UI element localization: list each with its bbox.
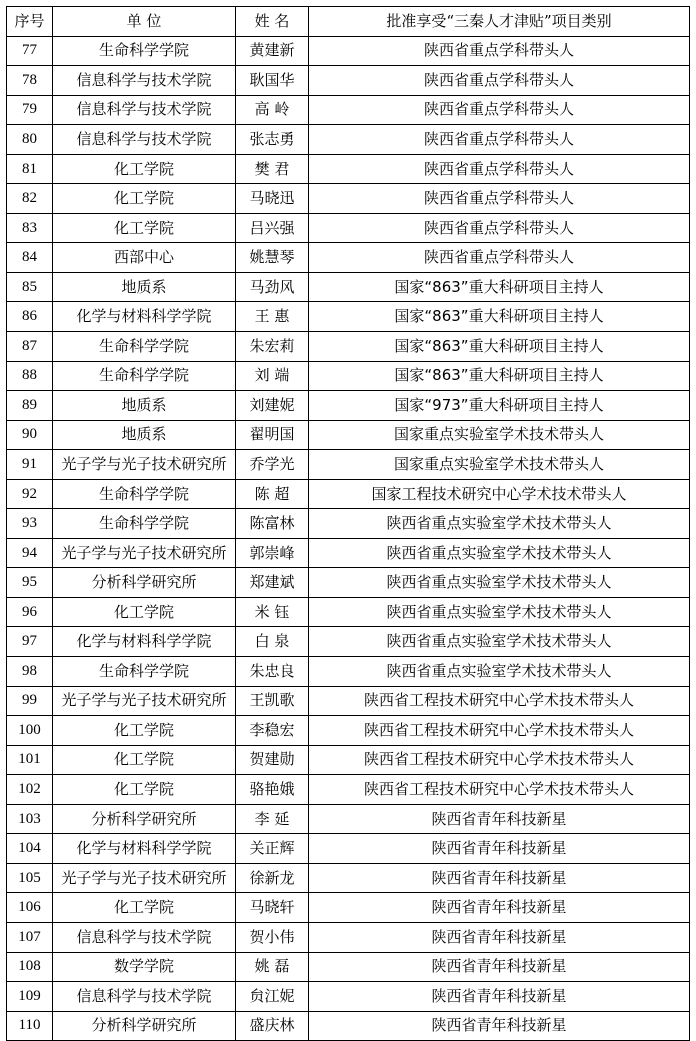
row-number: 79 [7,95,53,125]
row-number: 90 [7,420,53,450]
row-number: 85 [7,272,53,302]
row-category: 陕西省重点学科带头人 [309,125,690,155]
row-category: 陕西省重点实验室学术技术带头人 [309,657,690,687]
row-unit: 化学与材料科学学院 [53,834,236,864]
table-row [7,775,690,805]
table-row [7,154,690,184]
row-unit: 信息科学与技术学院 [53,95,236,125]
table-row [7,834,690,864]
row-unit: 化学与材料科学学院 [53,302,236,332]
row-category: 陕西省工程技术研究中心学术技术带头人 [309,745,690,775]
row-category: 陕西省青年科技新星 [309,804,690,834]
row-number: 99 [7,686,53,716]
row-name: 张志勇 [236,125,309,155]
row-name: 耿国华 [236,66,309,96]
row-category: 陕西省重点学科带头人 [309,95,690,125]
table-row [7,66,690,96]
table-row [7,509,690,539]
row-number: 91 [7,450,53,480]
table-row [7,450,690,480]
table-row [7,538,690,568]
row-name: 黄建新 [236,36,309,66]
row-category: 陕西省青年科技新星 [309,834,690,864]
table-row [7,597,690,627]
row-category: 陕西省重点学科带头人 [309,184,690,214]
table-row [7,302,690,332]
row-unit: 光子学与光子技术研究所 [53,863,236,893]
row-category: 国家“863”重大科研项目主持人 [309,332,690,362]
row-name: 贠江妮 [236,982,309,1012]
row-name: 米 钰 [236,597,309,627]
row-number: 107 [7,922,53,952]
row-name: 李稳宏 [236,716,309,746]
row-number: 103 [7,804,53,834]
table-row [7,213,690,243]
row-number: 77 [7,36,53,66]
row-unit: 光子学与光子技术研究所 [53,450,236,480]
table-row [7,125,690,155]
row-category: 国家“863”重大科研项目主持人 [309,302,690,332]
row-number: 94 [7,538,53,568]
row-category: 国家工程技术研究中心学术技术带头人 [309,479,690,509]
row-category: 陕西省青年科技新星 [309,922,690,952]
row-unit: 生命科学学院 [53,479,236,509]
row-unit: 生命科学学院 [53,332,236,362]
table-row [7,243,690,273]
row-number: 104 [7,834,53,864]
row-number: 80 [7,125,53,155]
row-category: 陕西省重点学科带头人 [309,154,690,184]
row-category: 陕西省重点实验室学术技术带头人 [309,627,690,657]
row-category: 陕西省重点学科带头人 [309,66,690,96]
table-header [7,7,690,37]
row-category: 陕西省青年科技新星 [309,1011,690,1041]
row-unit: 分析科学研究所 [53,804,236,834]
row-name: 徐新龙 [236,863,309,893]
table-row [7,804,690,834]
row-name: 王凯歌 [236,686,309,716]
row-unit: 化工学院 [53,716,236,746]
row-number: 110 [7,1011,53,1041]
row-unit: 地质系 [53,391,236,421]
table-row [7,36,690,66]
row-number: 96 [7,597,53,627]
row-name: 翟明国 [236,420,309,450]
row-name: 骆艳娥 [236,775,309,805]
row-name: 刘 端 [236,361,309,391]
table-row [7,657,690,687]
row-unit: 分析科学研究所 [53,1011,236,1041]
row-name: 高 岭 [236,95,309,125]
row-unit: 信息科学与技术学院 [53,922,236,952]
row-category: 陕西省重点实验室学术技术带头人 [309,509,690,539]
row-unit: 数学学院 [53,952,236,982]
row-category: 陕西省重点实验室学术技术带头人 [309,568,690,598]
row-number: 81 [7,154,53,184]
row-unit: 化工学院 [53,213,236,243]
table-row [7,479,690,509]
row-number: 86 [7,302,53,332]
row-number: 88 [7,361,53,391]
row-name: 樊 君 [236,154,309,184]
row-number: 105 [7,863,53,893]
row-unit: 分析科学研究所 [53,568,236,598]
row-category: 陕西省工程技术研究中心学术技术带头人 [309,686,690,716]
row-name: 盛庆林 [236,1011,309,1041]
header-unit: 单 位 [53,7,236,37]
table-row [7,1011,690,1041]
row-name: 郑建斌 [236,568,309,598]
row-number: 100 [7,716,53,746]
row-unit: 信息科学与技术学院 [53,66,236,96]
header-no: 序号 [7,7,53,37]
row-name: 马劲风 [236,272,309,302]
talent-subsidy-table [6,6,690,1041]
row-number: 101 [7,745,53,775]
row-unit: 生命科学学院 [53,509,236,539]
table-row [7,272,690,302]
row-unit: 生命科学学院 [53,361,236,391]
row-unit: 生命科学学院 [53,36,236,66]
table-row [7,863,690,893]
row-category: 国家“973”重大科研项目主持人 [309,391,690,421]
row-unit: 化学与材料科学学院 [53,627,236,657]
header-row [7,7,690,37]
table-row [7,361,690,391]
table-row [7,745,690,775]
row-unit: 化工学院 [53,745,236,775]
row-category: 陕西省青年科技新星 [309,982,690,1012]
row-number: 102 [7,775,53,805]
row-name: 贺建勋 [236,745,309,775]
row-number: 78 [7,66,53,96]
row-number: 106 [7,893,53,923]
row-category: 国家“863”重大科研项目主持人 [309,361,690,391]
row-name: 李 延 [236,804,309,834]
row-category: 陕西省重点实验室学术技术带头人 [309,538,690,568]
row-name: 马晓迅 [236,184,309,214]
row-category: 国家重点实验室学术技术带头人 [309,450,690,480]
row-name: 白 泉 [236,627,309,657]
row-category: 陕西省工程技术研究中心学术技术带头人 [309,716,690,746]
row-name: 关正辉 [236,834,309,864]
row-number: 92 [7,479,53,509]
row-category: 陕西省青年科技新星 [309,863,690,893]
row-category: 陕西省青年科技新星 [309,893,690,923]
table-row [7,95,690,125]
row-number: 108 [7,952,53,982]
row-name: 刘建妮 [236,391,309,421]
row-unit: 化工学院 [53,597,236,627]
row-category: 陕西省重点学科带头人 [309,36,690,66]
row-number: 87 [7,332,53,362]
row-number: 98 [7,657,53,687]
row-number: 84 [7,243,53,273]
row-name: 朱忠良 [236,657,309,687]
table-row [7,952,690,982]
row-name: 马晓轩 [236,893,309,923]
row-category: 陕西省重点学科带头人 [309,213,690,243]
row-unit: 化工学院 [53,893,236,923]
row-name: 朱宏莉 [236,332,309,362]
table-row [7,922,690,952]
table-row [7,893,690,923]
row-number: 83 [7,213,53,243]
table-body [7,36,690,1041]
row-unit: 化工学院 [53,775,236,805]
row-name: 姚 磊 [236,952,309,982]
row-unit: 地质系 [53,420,236,450]
row-number: 89 [7,391,53,421]
table-row [7,627,690,657]
row-unit: 西部中心 [53,243,236,273]
row-unit: 生命科学学院 [53,657,236,687]
table-row [7,568,690,598]
row-category: 陕西省重点学科带头人 [309,243,690,273]
table-row [7,982,690,1012]
row-name: 陈富林 [236,509,309,539]
row-category: 陕西省重点实验室学术技术带头人 [309,597,690,627]
row-number: 109 [7,982,53,1012]
row-unit: 光子学与光子技术研究所 [53,686,236,716]
header-name: 姓 名 [236,7,309,37]
row-number: 82 [7,184,53,214]
row-unit: 化工学院 [53,154,236,184]
row-unit: 地质系 [53,272,236,302]
row-name: 贺小伟 [236,922,309,952]
row-unit: 光子学与光子技术研究所 [53,538,236,568]
row-number: 93 [7,509,53,539]
row-unit: 化工学院 [53,184,236,214]
table-row [7,420,690,450]
row-category: 国家“863”重大科研项目主持人 [309,272,690,302]
table-row [7,332,690,362]
row-name: 吕兴强 [236,213,309,243]
header-category: 批准享受“三秦人才津贴”项目类别 [309,7,690,37]
row-name: 姚慧琴 [236,243,309,273]
row-number: 95 [7,568,53,598]
row-name: 陈 超 [236,479,309,509]
table-row [7,391,690,421]
row-name: 乔学光 [236,450,309,480]
table-row [7,716,690,746]
row-unit: 信息科学与技术学院 [53,125,236,155]
row-name: 郭崇峰 [236,538,309,568]
row-category: 陕西省青年科技新星 [309,952,690,982]
table-row [7,686,690,716]
row-name: 王 惠 [236,302,309,332]
row-category: 陕西省工程技术研究中心学术技术带头人 [309,775,690,805]
row-number: 97 [7,627,53,657]
row-unit: 信息科学与技术学院 [53,982,236,1012]
row-category: 国家重点实验室学术技术带头人 [309,420,690,450]
table-row [7,184,690,214]
